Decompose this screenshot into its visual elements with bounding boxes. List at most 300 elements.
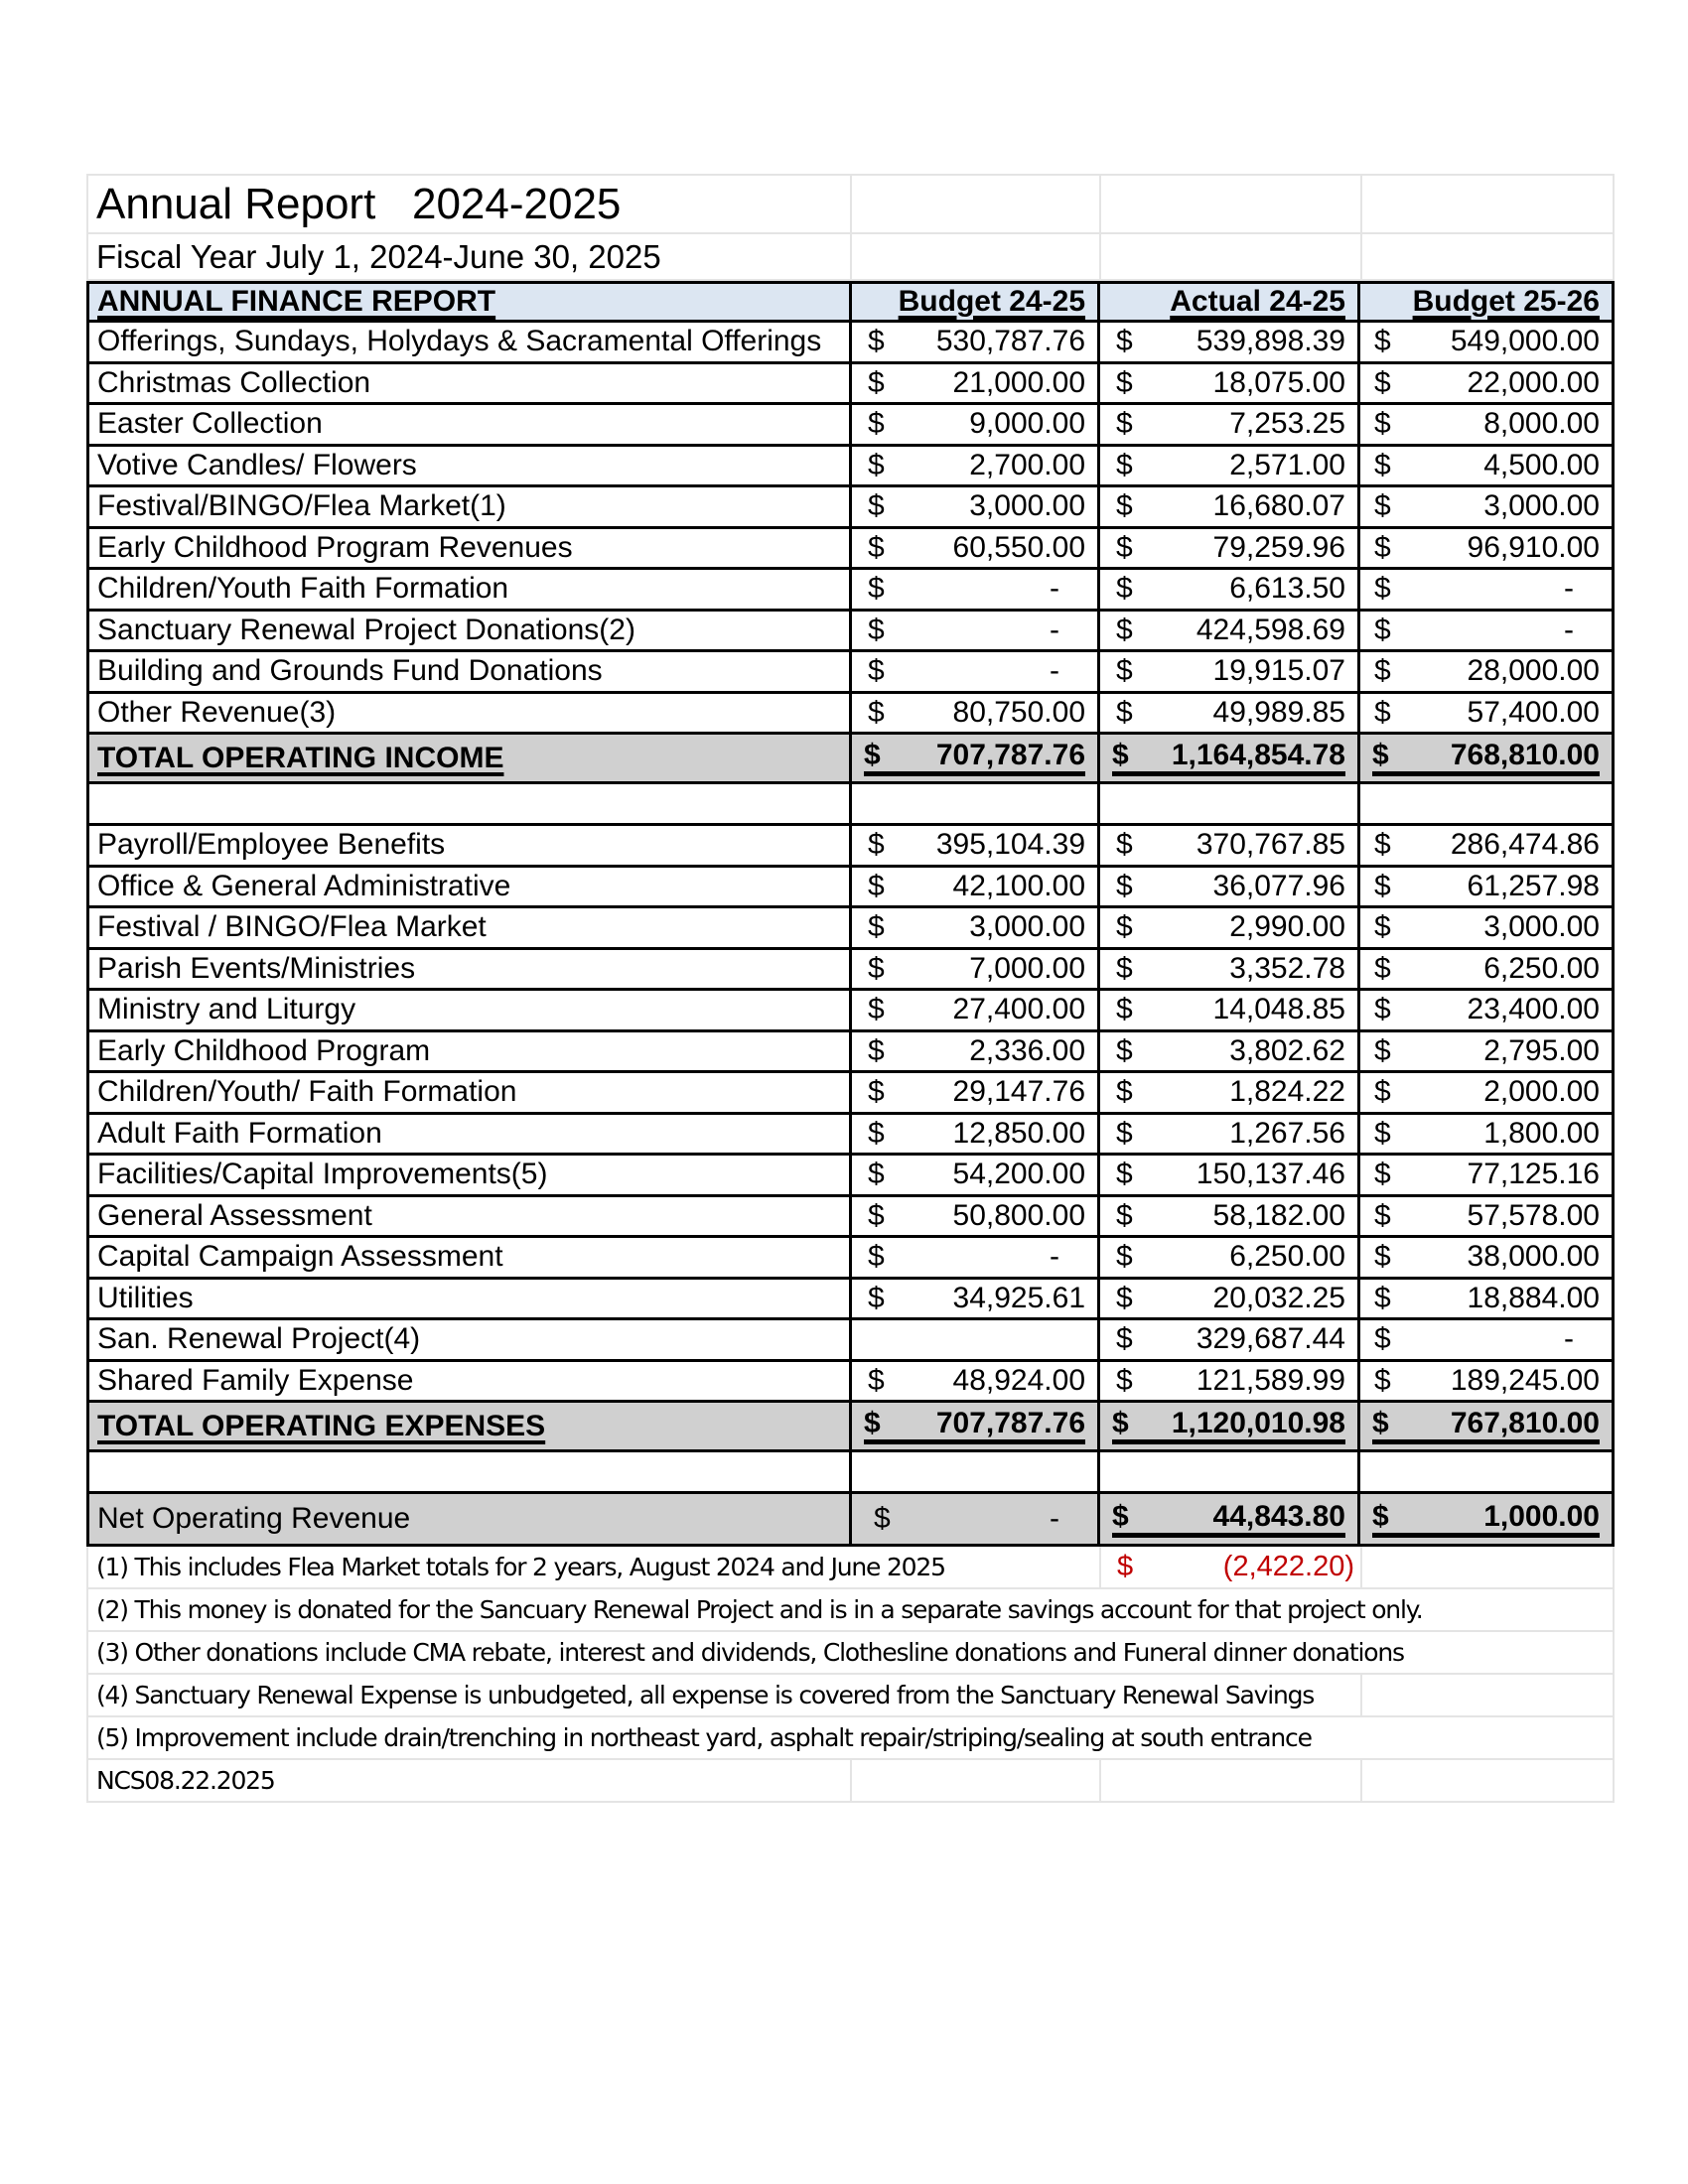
table-row xyxy=(86,1238,1615,1280)
dollar-sign: $ xyxy=(868,869,885,902)
amount-cell xyxy=(1360,1032,1612,1074)
dollar-sign: $ xyxy=(1373,489,1391,523)
expense-total-label xyxy=(89,1403,852,1452)
amount-cell xyxy=(1360,1320,1612,1362)
amount: 424,598.69 xyxy=(1196,613,1345,646)
dollar-sign: $ xyxy=(868,910,885,944)
row-label: Festival/BINGO/Flea Market(1) xyxy=(89,487,852,529)
dollar-sign: $ xyxy=(868,1198,885,1232)
income-section xyxy=(86,323,1615,735)
amount: 3,000.00 xyxy=(969,910,1086,944)
dollar-sign: $ xyxy=(1116,828,1133,862)
column-header-label: Budget 24-25 xyxy=(898,285,1086,318)
dollar-sign: $ xyxy=(868,530,885,564)
row-label: Christmas Collection xyxy=(89,364,852,406)
amount: 1,824.22 xyxy=(1229,1075,1345,1109)
amount-cell xyxy=(1100,447,1360,488)
amount: 34,925.61 xyxy=(952,1281,1086,1314)
total-cell xyxy=(1360,735,1612,784)
amount-cell xyxy=(852,1362,1100,1404)
amount: 36,077.96 xyxy=(1212,869,1345,902)
net-cell xyxy=(1360,1494,1612,1547)
amount: 286,474.86 xyxy=(1450,828,1600,862)
amount-cell xyxy=(852,826,1100,868)
amount-cell xyxy=(1360,868,1612,909)
amount: 7,000.00 xyxy=(969,951,1086,985)
footnote-5: (5) Improvement include drain/trenching in northeast yard, asphalt repair/striping/sealing at south entrance xyxy=(86,1717,1615,1760)
amount-cell xyxy=(1100,1320,1360,1362)
amount-cell xyxy=(852,1238,1100,1280)
amount: 54,200.00 xyxy=(952,1158,1086,1191)
dollar-sign: $ xyxy=(1373,325,1391,358)
dollar-sign: $ xyxy=(1373,993,1391,1026)
amount-cell xyxy=(852,1073,1100,1115)
amount-cell xyxy=(1100,612,1360,653)
table-row xyxy=(86,868,1615,909)
signature: NCS08.22.2025 xyxy=(86,1760,852,1803)
amount: 2,571.00 xyxy=(1229,448,1345,481)
amount: 530,787.76 xyxy=(935,325,1086,358)
dollar-sign: $ xyxy=(1373,910,1391,944)
amount-cell xyxy=(1100,1156,1360,1197)
table-row xyxy=(86,991,1615,1032)
amount: 60,550.00 xyxy=(952,530,1086,564)
amount: - xyxy=(1050,1502,1060,1535)
dollar-sign: $ xyxy=(868,407,885,441)
amount-cell xyxy=(852,950,1100,992)
amount: 707,787.76 xyxy=(935,739,1086,771)
dollar-sign: $ xyxy=(864,1407,881,1439)
table-row xyxy=(86,1362,1615,1404)
amount: 2,000.00 xyxy=(1483,1075,1600,1109)
table-row xyxy=(86,364,1615,406)
dollar-sign: $ xyxy=(1116,1240,1133,1274)
amount: 768,810.00 xyxy=(1450,739,1600,771)
amount-cell xyxy=(852,612,1100,653)
dollar-sign: $ xyxy=(868,325,885,358)
amount-cell xyxy=(1100,1362,1360,1404)
spacer-row xyxy=(86,1452,1615,1494)
row-label: Children/Youth Faith Formation xyxy=(89,570,852,612)
amount-cell xyxy=(1360,405,1612,447)
amount: 3,352.78 xyxy=(1229,951,1345,985)
dollar-sign: $ xyxy=(1373,530,1391,564)
amount-cell xyxy=(852,1197,1100,1239)
net-cell xyxy=(852,1494,1100,1547)
total-cell xyxy=(852,1403,1100,1452)
amount: 2,990.00 xyxy=(1229,910,1345,944)
dollar-sign: $ xyxy=(1116,1281,1133,1314)
row-label: Office & General Administrative xyxy=(89,868,852,909)
amount: 2,795.00 xyxy=(1483,1033,1600,1067)
empty-cell xyxy=(1362,1547,1615,1589)
title-row xyxy=(86,174,1615,234)
amount-cell xyxy=(1100,1115,1360,1157)
table-row xyxy=(86,908,1615,950)
amount-cell xyxy=(1360,364,1612,406)
amount-cell xyxy=(1100,529,1360,571)
amount: 57,578.00 xyxy=(1467,1198,1600,1232)
amount-cell xyxy=(1360,1156,1612,1197)
dollar-sign: $ xyxy=(1373,613,1391,646)
amount-cell xyxy=(852,570,1100,612)
amount: 28,000.00 xyxy=(1467,654,1600,688)
dollar-sign: $ xyxy=(1116,951,1133,985)
amount: 22,000.00 xyxy=(1467,365,1600,399)
amount-cell xyxy=(1360,1115,1612,1157)
amount-cell xyxy=(1360,1073,1612,1115)
table-row xyxy=(86,570,1615,612)
dollar-sign: $ xyxy=(1371,1407,1389,1439)
amount: - xyxy=(1563,572,1574,606)
amount-cell xyxy=(1360,694,1612,736)
expense-section xyxy=(86,826,1615,1403)
dollar-sign: $ xyxy=(1116,993,1133,1026)
amount: - xyxy=(1050,613,1060,646)
column-header-budget-24-25 xyxy=(852,281,1100,323)
dollar-sign: $ xyxy=(1116,1033,1133,1067)
amount-cell xyxy=(1360,1238,1612,1280)
row-label: Payroll/Employee Benefits xyxy=(89,826,852,868)
row-label: Building and Grounds Fund Donations xyxy=(89,652,852,694)
dollar-sign: $ xyxy=(868,1240,885,1274)
dollar-sign: $ xyxy=(1116,530,1133,564)
empty-cell xyxy=(1101,1760,1362,1803)
table-row xyxy=(86,826,1615,868)
amount: 4,500.00 xyxy=(1483,448,1600,481)
report-title: Annual Report 2024-2025 xyxy=(86,174,852,234)
dollar-sign: $ xyxy=(868,1158,885,1191)
dollar-sign: $ xyxy=(1373,365,1391,399)
amount: 549,000.00 xyxy=(1450,325,1600,358)
column-header-actual-24-25 xyxy=(1100,281,1360,323)
amount: - xyxy=(1563,1322,1574,1356)
amount: 18,075.00 xyxy=(1212,365,1345,399)
amount: 21,000.00 xyxy=(952,365,1086,399)
footnote-row xyxy=(86,1675,1615,1717)
row-label: Sanctuary Renewal Project Donations(2) xyxy=(89,612,852,653)
amount: 150,137.46 xyxy=(1196,1158,1345,1191)
amount: - xyxy=(1563,613,1574,646)
dollar-sign: $ xyxy=(1373,572,1391,606)
row-label: Early Childhood Program Revenues xyxy=(89,529,852,571)
amount-cell xyxy=(1360,1362,1612,1404)
amount-cell xyxy=(852,1320,1100,1362)
dollar-sign: $ xyxy=(1116,407,1133,441)
dollar-sign: $ xyxy=(1116,695,1133,729)
amount: 370,767.85 xyxy=(1196,828,1345,862)
amount: 18,884.00 xyxy=(1467,1281,1600,1314)
amount: 121,589.99 xyxy=(1196,1363,1345,1397)
total-cell xyxy=(1100,1403,1360,1452)
signature-row xyxy=(86,1760,1615,1803)
dollar-sign: $ xyxy=(1116,325,1133,358)
dollar-sign: $ xyxy=(1373,869,1391,902)
dollar-sign: $ xyxy=(1112,739,1129,771)
amount-cell xyxy=(1100,1073,1360,1115)
column-header-label: Actual 24-25 xyxy=(1170,285,1345,318)
amount-cell xyxy=(1360,612,1612,653)
amount: 29,147.76 xyxy=(952,1075,1086,1109)
dollar-sign: $ xyxy=(1373,1240,1391,1274)
dollar-sign: $ xyxy=(868,572,885,606)
dollar-sign: $ xyxy=(1112,1499,1129,1533)
amount: 58,182.00 xyxy=(1212,1198,1345,1232)
amount: 57,400.00 xyxy=(1467,695,1600,729)
dollar-sign: $ xyxy=(1116,489,1133,523)
amount: 329,687.44 xyxy=(1196,1322,1345,1356)
table-row xyxy=(86,1032,1615,1074)
negative-amount: (2,422.20) xyxy=(1222,1551,1354,1582)
amount: 96,910.00 xyxy=(1467,530,1600,564)
footnote-row xyxy=(86,1589,1615,1632)
amount-cell xyxy=(1360,652,1612,694)
amount: 61,257.98 xyxy=(1467,869,1600,902)
dollar-sign: $ xyxy=(1116,1198,1133,1232)
dollar-sign: $ xyxy=(1373,1116,1391,1150)
dollar-sign: $ xyxy=(1373,1033,1391,1067)
amount: 2,336.00 xyxy=(969,1033,1086,1067)
dollar-sign: $ xyxy=(1116,1158,1133,1191)
row-label: San. Renewal Project(4) xyxy=(89,1320,852,1362)
footnote-4: (4) Sanctuary Renewal Expense is unbudgeted, all expense is covered from the Sanctuary Renewal Savings xyxy=(86,1675,1362,1717)
dollar-sign: $ xyxy=(1116,448,1133,481)
footnote-row xyxy=(86,1632,1615,1675)
table-row xyxy=(86,950,1615,992)
footnote-row xyxy=(86,1547,1615,1589)
dollar-sign: $ xyxy=(868,1281,885,1314)
amount-cell xyxy=(1100,1032,1360,1074)
subtitle-row xyxy=(86,234,1615,281)
column-header-row xyxy=(86,281,1615,323)
amount: - xyxy=(1050,654,1060,688)
footnote-3: (3) Other donations include CMA rebate, interest and dividends, Clothesline donations and Funeral dinner donations xyxy=(86,1632,1615,1675)
dollar-sign: $ xyxy=(1373,1198,1391,1232)
amount: 3,802.62 xyxy=(1229,1033,1345,1067)
dollar-sign: $ xyxy=(1112,1407,1129,1439)
amount-cell xyxy=(1360,1197,1612,1239)
amount: 707,787.76 xyxy=(935,1407,1086,1439)
row-label: Votive Candles/ Flowers xyxy=(89,447,852,488)
amount: 767,810.00 xyxy=(1450,1407,1600,1439)
dollar-sign: $ xyxy=(868,993,885,1026)
amount-cell xyxy=(1100,1238,1360,1280)
row-label: Festival / BINGO/Flea Market xyxy=(89,908,852,950)
dollar-sign: $ xyxy=(1373,1322,1391,1356)
dollar-sign: $ xyxy=(868,613,885,646)
amount: 539,898.39 xyxy=(1196,325,1345,358)
amount-cell xyxy=(1100,908,1360,950)
row-label: Parish Events/Ministries xyxy=(89,950,852,992)
amount: 1,800.00 xyxy=(1483,1116,1600,1150)
row-label: Facilities/Capital Improvements(5) xyxy=(89,1156,852,1197)
amount-cell xyxy=(852,991,1100,1032)
row-label: Capital Campaign Assessment xyxy=(89,1238,852,1280)
row-label: Utilities xyxy=(89,1280,852,1321)
empty-cell xyxy=(852,234,1101,281)
net-label: Net Operating Revenue xyxy=(89,1494,852,1547)
dollar-sign: $ xyxy=(1116,1322,1133,1356)
row-label: Children/Youth/ Faith Formation xyxy=(89,1073,852,1115)
amount: 1,267.56 xyxy=(1229,1116,1345,1150)
dollar-sign: $ xyxy=(868,448,885,481)
amount: 6,250.00 xyxy=(1483,951,1600,985)
row-label: General Assessment xyxy=(89,1197,852,1239)
amount: 48,924.00 xyxy=(952,1363,1086,1397)
amount-cell xyxy=(852,1156,1100,1197)
footnote-row xyxy=(86,1717,1615,1760)
total-cell xyxy=(1360,1403,1612,1452)
dollar-sign: $ xyxy=(1371,739,1389,771)
table-row xyxy=(86,652,1615,694)
table-row xyxy=(86,1280,1615,1321)
amount: 80,750.00 xyxy=(952,695,1086,729)
amount-cell xyxy=(852,908,1100,950)
dollar-sign: $ xyxy=(1116,1116,1133,1150)
net-cell xyxy=(1100,1494,1360,1547)
amount-cell xyxy=(852,529,1100,571)
annual-report-sheet xyxy=(86,174,1615,1803)
table-row xyxy=(86,529,1615,571)
amount-cell xyxy=(1360,826,1612,868)
amount: - xyxy=(1050,572,1060,606)
amount-cell xyxy=(852,694,1100,736)
row-label: Offerings, Sundays, Holydays & Sacramental Offerings xyxy=(89,323,852,364)
empty-cell xyxy=(852,174,1101,234)
net-operating-revenue-row xyxy=(86,1494,1615,1547)
amount-cell xyxy=(852,1115,1100,1157)
amount: 3,000.00 xyxy=(969,489,1086,523)
amount: 38,000.00 xyxy=(1467,1240,1600,1274)
amount-cell xyxy=(1360,323,1612,364)
amount: 27,400.00 xyxy=(952,993,1086,1026)
amount-cell xyxy=(852,364,1100,406)
dollar-sign: $ xyxy=(1116,910,1133,944)
dollar-sign: $ xyxy=(868,365,885,399)
footnote-1: (1) This includes Flea Market totals for 2 years, August 2024 and June 2025 xyxy=(86,1547,1101,1589)
income-total-label xyxy=(89,735,852,784)
total-label-text: TOTAL OPERATING INCOME xyxy=(97,741,504,774)
amount: 19,915.07 xyxy=(1212,654,1345,688)
row-label: Easter Collection xyxy=(89,405,852,447)
amount: 44,843.80 xyxy=(1212,1499,1345,1533)
amount: 7,253.25 xyxy=(1229,407,1345,441)
amount: 8,000.00 xyxy=(1483,407,1600,441)
table-row xyxy=(86,1156,1615,1197)
amount: 6,613.50 xyxy=(1229,572,1345,606)
amount-cell xyxy=(1100,826,1360,868)
empty-cell xyxy=(1362,174,1615,234)
dollar-sign: $ xyxy=(868,695,885,729)
dollar-sign: $ xyxy=(1373,448,1391,481)
row-label: Shared Family Expense xyxy=(89,1362,852,1404)
amount: 2,700.00 xyxy=(969,448,1086,481)
dollar-sign: $ xyxy=(868,1363,885,1397)
section-header-label: ANNUAL FINANCE REPORT xyxy=(97,285,496,318)
table-row xyxy=(86,405,1615,447)
dollar-sign: $ xyxy=(1116,654,1133,688)
dollar-sign: $ xyxy=(1373,695,1391,729)
table-row xyxy=(86,487,1615,529)
spacer-row xyxy=(86,784,1615,826)
section-header xyxy=(89,281,852,323)
amount-cell xyxy=(852,652,1100,694)
amount: 12,850.00 xyxy=(952,1116,1086,1150)
amount: 1,164,854.78 xyxy=(1171,739,1345,771)
amount-cell xyxy=(1100,694,1360,736)
amount-cell xyxy=(1360,570,1612,612)
empty-cell xyxy=(1362,1675,1615,1717)
dollar-sign: $ xyxy=(1373,1075,1391,1109)
table-row xyxy=(86,447,1615,488)
total-label-text: TOTAL OPERATING EXPENSES xyxy=(97,1409,546,1442)
row-label: Ministry and Liturgy xyxy=(89,991,852,1032)
amount-cell xyxy=(1360,1280,1612,1321)
amount-cell xyxy=(1360,447,1612,488)
amount-cell xyxy=(852,323,1100,364)
amount-cell xyxy=(1100,364,1360,406)
amount: 50,800.00 xyxy=(952,1198,1086,1232)
dollar-sign: $ xyxy=(1373,407,1391,441)
amount-cell xyxy=(1100,1280,1360,1321)
dollar-sign: $ xyxy=(864,739,881,771)
amount-cell xyxy=(1360,908,1612,950)
dollar-sign: $ xyxy=(868,951,885,985)
amount: 3,000.00 xyxy=(1483,910,1600,944)
amount-cell xyxy=(1360,991,1612,1032)
dollar-sign: $ xyxy=(1373,1158,1391,1191)
amount-cell xyxy=(852,1280,1100,1321)
amount: 16,680.07 xyxy=(1212,489,1345,523)
row-label: Early Childhood Program xyxy=(89,1032,852,1074)
dollar-sign: $ xyxy=(868,1033,885,1067)
dollar-sign: $ xyxy=(1116,1075,1133,1109)
amount: 42,100.00 xyxy=(952,869,1086,902)
empty-cell xyxy=(1101,174,1362,234)
total-cell xyxy=(852,735,1100,784)
footnote-2: (2) This money is donated for the Sancuary Renewal Project and is in a separate savings account for that project only. xyxy=(86,1589,1615,1632)
table-row xyxy=(86,612,1615,653)
amount-cell xyxy=(1360,950,1612,992)
amount: 395,104.39 xyxy=(935,828,1086,862)
table-row xyxy=(86,1115,1615,1157)
dollar-sign: $ xyxy=(1373,1363,1391,1397)
amount: 6,250.00 xyxy=(1229,1240,1345,1274)
table-row xyxy=(86,1197,1615,1239)
dollar-sign: $ xyxy=(1373,1281,1391,1314)
amount-cell xyxy=(1360,529,1612,571)
amount: 189,245.00 xyxy=(1450,1363,1600,1397)
amount-cell xyxy=(852,487,1100,529)
amount-cell xyxy=(1100,950,1360,992)
amount: 79,259.96 xyxy=(1212,530,1345,564)
dollar-sign: $ xyxy=(1116,1363,1133,1397)
dollar-sign: $ xyxy=(868,1116,885,1150)
dollar-sign: $ xyxy=(1116,869,1133,902)
row-label: Other Revenue(3) xyxy=(89,694,852,736)
empty-cell xyxy=(1362,1760,1615,1803)
dollar-sign: $ xyxy=(868,1075,885,1109)
fiscal-year-subtitle: Fiscal Year July 1, 2024-June 30, 2025 xyxy=(86,234,852,281)
column-header-budget-25-26 xyxy=(1360,281,1612,323)
table-row xyxy=(86,694,1615,736)
dollar-sign: $ xyxy=(868,489,885,523)
income-total-row xyxy=(86,735,1615,784)
amount-cell xyxy=(1360,487,1612,529)
dollar-sign: $ xyxy=(868,828,885,862)
empty-cell xyxy=(1101,234,1362,281)
amount: 23,400.00 xyxy=(1467,993,1600,1026)
